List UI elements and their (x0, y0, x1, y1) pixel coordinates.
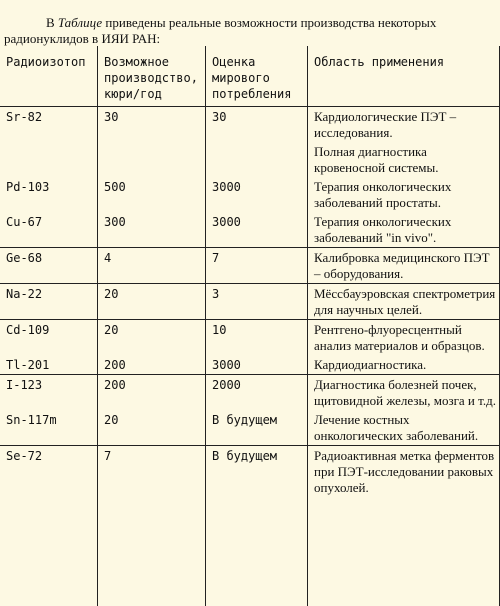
cell-isotope: Se-72 (6, 449, 43, 463)
cell-application: Диагностика болезней почек, щитовидной железы, мозга и т.д. (314, 377, 496, 408)
cell-application: Мёссбауэровская спектрометрия для научных целей. (308, 284, 500, 320)
cell-application: Лечение костных онкологических заболеваний. (308, 410, 500, 446)
table-row (0, 320, 500, 356)
cell-isotope: Ge-68 (0, 248, 98, 284)
table-row (0, 177, 500, 212)
cell-production: 20 (98, 410, 206, 446)
cell-production: 200 (98, 355, 206, 375)
cell-isotope: Na-22 (0, 284, 98, 320)
cell-production: 200 (104, 378, 126, 392)
cell-demand: 3000 (206, 355, 308, 375)
cell-production: 7 (104, 449, 112, 463)
header-application: Область применения (308, 46, 500, 107)
cell-application: Кардиодиагностика. (308, 355, 500, 375)
cell-application: Терапия онкологических заболеваний "in vivo". (308, 212, 500, 248)
table-row (0, 142, 500, 177)
cell-isotope: Cu-67 (0, 212, 98, 248)
header-demand: Оценка мирового потребления (206, 46, 308, 107)
header-production: Возможное производство, кюри/год (98, 46, 206, 107)
cell-isotope: I-123 (6, 378, 43, 392)
table-row (0, 107, 500, 143)
cell-isotope: Tl-201 (0, 355, 98, 375)
cell-demand (206, 142, 308, 177)
cell-production: 300 (98, 212, 206, 248)
table-header-row (0, 46, 500, 107)
cell-demand: 3 (206, 284, 308, 320)
cell-application: Радиоактивная метка ферментов при ПЭТ-исследовании раковых опухолей. (314, 448, 495, 495)
cell-application: Терапия онкологических заболеваний простаты. (314, 179, 452, 210)
radionuclide-table (0, 46, 500, 497)
intro-prefix: В (46, 15, 58, 30)
cell-demand: 3000 (212, 180, 241, 194)
cell-production: 20 (98, 284, 206, 320)
table-body (0, 107, 500, 498)
cell-isotope: Cd-109 (6, 323, 50, 337)
column-divider (97, 46, 98, 606)
table-row (0, 284, 500, 320)
cell-demand: 2000 (212, 378, 241, 392)
cell-isotope (0, 142, 98, 177)
cell-isotope: Pd-103 (6, 180, 50, 194)
cell-application: Кардиологические ПЭТ – исследования. (314, 109, 457, 140)
cell-demand: 7 (206, 248, 308, 284)
column-divider (205, 46, 206, 606)
intro-paragraph (4, 15, 494, 47)
cell-application: Рентгено-флуоресцентный анализ материалов и образцов. (314, 322, 485, 353)
cell-demand: 3000 (206, 212, 308, 248)
table-row (0, 410, 500, 446)
cell-demand: 10 (212, 323, 227, 337)
cell-production: 20 (104, 323, 119, 337)
intro-text: приведены реальные возможности производства некоторых радионуклидов в ИЯИ РАН: (4, 15, 437, 46)
cell-production: 30 (104, 110, 119, 124)
cell-demand: 30 (212, 110, 227, 124)
cell-production (98, 142, 206, 177)
table-row (0, 248, 500, 284)
cell-production: 500 (104, 180, 126, 194)
intro-emphasis: Таблице (57, 15, 103, 30)
cell-demand: В будущем (212, 449, 278, 463)
cell-production: 4 (98, 248, 206, 284)
cell-application: Калибровка медицинского ПЭТ – оборудования. (308, 248, 500, 284)
table-row (0, 375, 500, 411)
cell-isotope: Sn-117m (0, 410, 98, 446)
cell-isotope: Sr-82 (6, 110, 43, 124)
table-row (0, 446, 500, 498)
header-isotope: Радиоизотоп (0, 46, 98, 107)
table-row (0, 355, 500, 375)
table-row (0, 212, 500, 248)
cell-application: Полная диагностика кровеносной системы. (314, 144, 439, 175)
column-divider (307, 46, 308, 606)
cell-demand: В будущем (206, 410, 308, 446)
